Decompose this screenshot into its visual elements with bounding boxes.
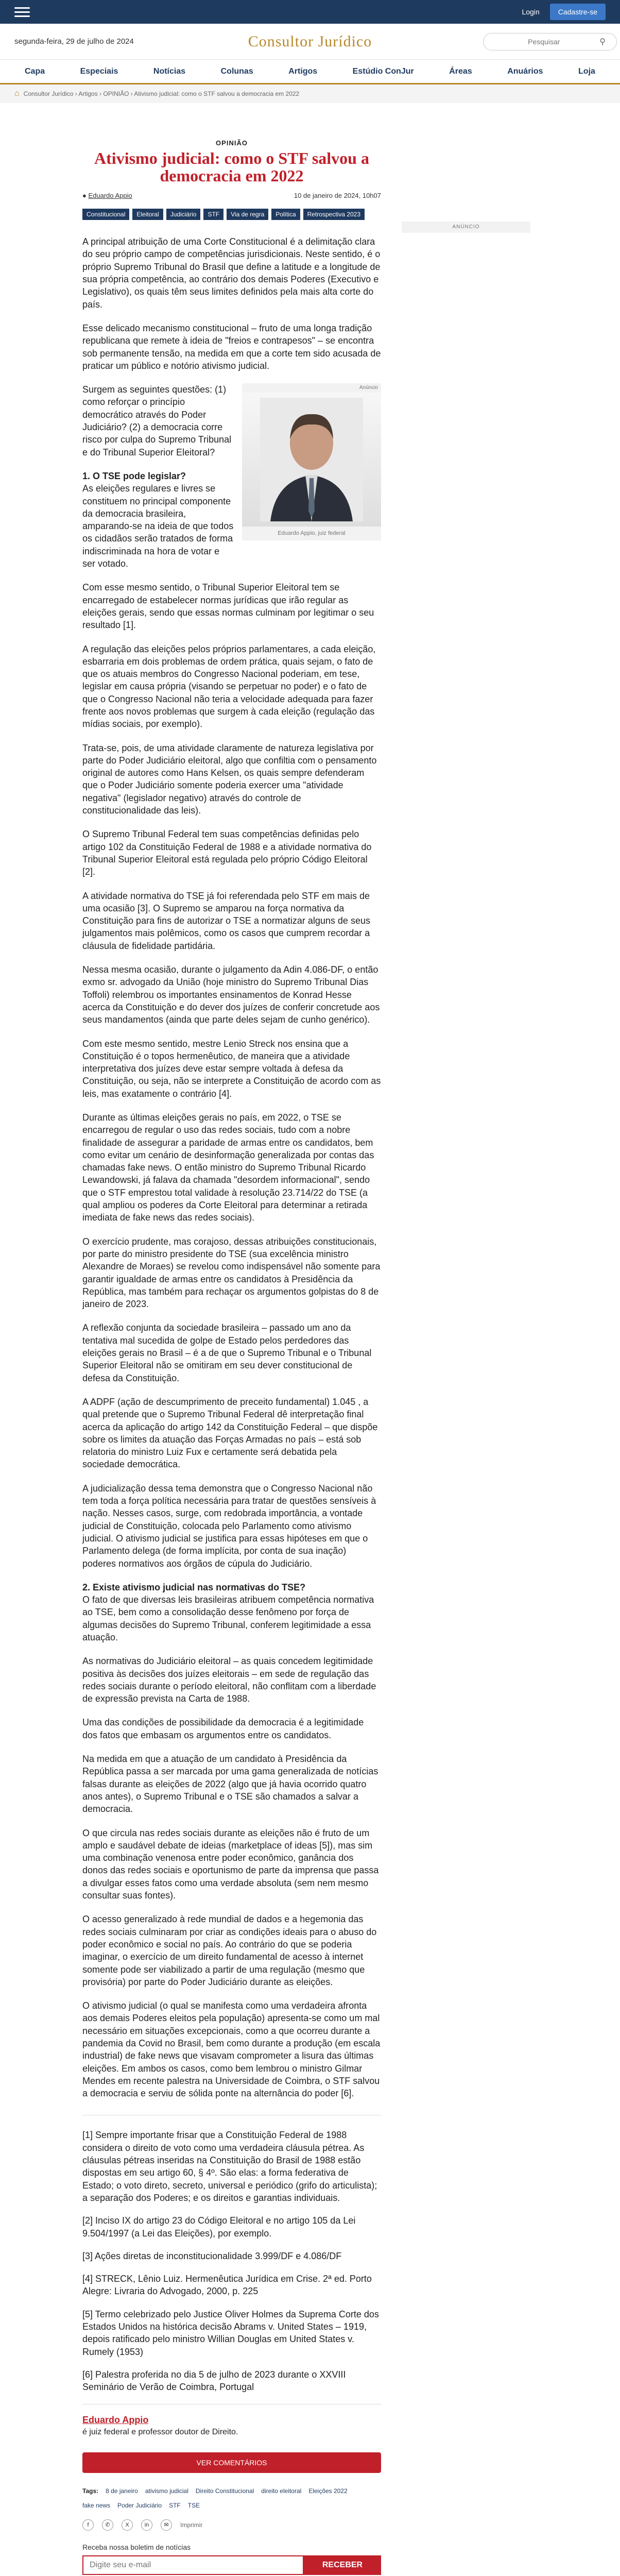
footnotes [82,2115,381,2393]
sidebar-ad [402,222,530,233]
top-bar [0,0,620,24]
author-photo-figure [242,383,381,540]
breadcrumb-text[interactable]: Consultor Jurídico › Artigos › OPINIÃO › Ativismo judicial: como o STF salvou a democracia em 2022 [23,90,300,97]
tag-chip[interactable]: STF [203,209,223,220]
site-header [0,24,620,60]
tag-chip[interactable]: Judiciário [166,209,201,220]
print-link[interactable]: Imprimir [180,2521,203,2529]
twitter-icon[interactable]: X [122,2519,133,2531]
tag-link[interactable]: Direito Constitucional [195,2487,254,2495]
email-icon[interactable]: ✉ [161,2519,172,2531]
search-input[interactable] [483,33,617,50]
article-section: OPINIÃO [216,139,248,147]
newsletter-email-input[interactable] [82,2555,304,2575]
nav-loja[interactable]: Loja [578,66,595,76]
footnote: [2] Inciso IX do artigo 23 do Código Eleitoral e no artigo 105 da Lei 9.504/1997 (a Lei das Eleições), por exemplo. [82,2215,356,2239]
figure-label: Anúncio [242,383,381,393]
tag-chip[interactable]: Política [271,209,300,220]
footnote: [5] Termo celebrizado pelo Justice Oliver Holmes da Suprema Corte dos Estados Unidos na histórica decisão Abrams v. United States – 1919, depois ratificado pelo ministro Willian Douglas em United States v. Rumely (1953) [82,2309,379,2357]
footnote: [3] Ações diretas de inconstitucionalidade 3.999/DF e 4.086/DF [82,2250,342,2261]
author-link[interactable]: Eduardo Appio [88,192,132,200]
view-comments-button[interactable]: VER COMENTÁRIOS [82,2452,381,2473]
paragraph: O fato de que diversas leis brasileiras atribuem competência normativa ao TSE, bem como a consolidação desse fenômeno por força de algumas decisões do Supremo Tribunal, conferem legitimidade a essa atuação. [82,1595,374,1642]
site-logo[interactable]: Consultor Jurídico [248,32,372,50]
nav-areas[interactable]: Áreas [449,66,472,76]
search-box [420,33,606,50]
tag-link[interactable]: direito eleitoral [261,2487,302,2495]
paragraph: As normativas do Judiciário eleitoral – as quais concedem legitimidade positiva às decisões dos juízes eleitorais – em sede de regulação das redes sociais durante o período eleitoral, não conflitam com a liberdade de expressão prevista na Carta de 1988. [82,1656,376,1704]
nav-estudio[interactable]: Estúdio ConJur [352,66,414,76]
paragraph: A reflexão conjunta da sociedade brasileira – passado um ano da tentativa mal sucedida de golpe de Estado pelos perdedores das eleições gerais no Brasil – é a de que o Supremo Tribunal e o Tribunal Superior Eleitoral não se omitiram em seu dever constitucional de defesa da Constituição. [82,1323,372,1383]
top-tags [82,209,381,220]
byline: ● Eduardo Appio 10 de janeiro de 2024, 10h07 [82,192,381,200]
paragraph: Nessa mesma ocasião, durante o julgamento da Adin 4.086-DF, o então exmo sr. advogado da União (hoje ministro do Supremo Tribunal Dias Toffoli) relembrou os importantes ensinamentos de Konrad Hesse acerca da Constituição e do dever dos juízes de conferir concretude aos seus mandamentos (ainda que parte deles sejam de cunho genérico). [82,964,380,1025]
author-box-name[interactable]: Eduardo Appio [82,2414,149,2425]
figure-caption: Eduardo Appio, juiz federal [242,527,381,540]
tag-link[interactable]: STF [169,2501,181,2509]
author-box [82,2404,381,2437]
search-icon[interactable]: ⚲ [599,37,606,46]
tag-link[interactable]: 8 de janeiro [106,2487,138,2495]
paragraph: Com esse mesmo sentido, o Tribunal Superior Eleitoral tem se encarregado de estabelecer normas jurídicas que irão regular as eleições gerais, sendo que essas normas culminam por legitimar o seu resultado [1]. [82,582,374,631]
paragraph: A principal atribuição de uma Corte Constitucional é a delimitação clara do seu próprio campo de competências jurisdicionais. Neste sentido, é o próprio Supremo Tribunal do Brasil que define a latitude e a longitude de sua própria competência, ao contrário dos demais Poderes (Executivo e Legislativo), os quais têm seus limites definidos pela mais alta corte do país. [82,236,381,310]
paragraph: O acesso generalizado à rede mundial de dados e a hegemonia das redes sociais culminaram por criar as condições ideais para o abuso do poder econômico e social no país. Ao contrário do que se poderia imaginar, o exercício de um direito fundamental de acesso à internet somente pode ser viabilizado a partir de uma regulação (mesmo que provisória) por parte do Poder Judiciário durante as eleições. [82,1914,377,1987]
section-heading: 1. O TSE pode legislar? [82,470,186,481]
author-box-role: é juiz federal e professor doutor de Direito. [82,2427,238,2436]
paragraph: Durante as últimas eleições gerais no país, em 2022, o TSE se encarregou de regular o uso das redes sociais, tudo com a nobre finalidade de assegurar a paridade de armas entre os candidatos, bem como evitar um cenário de desinformação generalizada por contas das chamadas fake news. O então ministro do Supremo Tribunal Ricardo Lewandowski, já falava da chamada "desordem informacional", sendo que o STF emprestou total validade à resolução 23.714/22 do TSE (a qual ampliou os poderes da Corte Eleitoral para determinar a retirada imediata de fake news das redes sociais). [82,1112,374,1223]
ad-label: ANÚNCIO [402,222,530,233]
nav-artigos[interactable]: Artigos [288,66,318,76]
tags-label: Tags: [82,2487,99,2495]
subscribe-button[interactable]: Cadastre-se [550,4,606,20]
home-icon[interactable]: ⌂ [14,89,20,98]
paragraph: A regulação das eleições pelos próprios parlamentares, a cada eleição, esbarraria em dois problemas de ordem prática, quais sejam, o fato de que os atuais membros do Congresso Nacional poderiam, em tese, legislar em causa própria (visando se perpetuar no poder) e o fato de que o Congresso Nacional não teria a velocidade adequada para fazer frente aos novos problemas que surgem à cada eleição (regulação das mídias sociais, por exemplo). [82,643,376,730]
paragraph: O Supremo Tribunal Federal tem suas competências definidas pelo artigo 102 da Constituição Federal de 1988 e a atividade normativa do Tribunal Superior Eleitoral está regulada pelo próprio Código Eleitoral [2]. [82,829,372,877]
publish-date: 10 de janeiro de 2024, 10h07 [294,192,381,200]
tag-link[interactable]: TSE [187,2501,200,2509]
paragraph: Uma das condições de possibilidade da democracia é a legitimidade dos fatos que embasam os argumentos entre os candidatos. [82,1717,364,1740]
paragraph: Trata-se, pois, de uma atividade claramente de natureza legislativa por parte do Poder Judiciário eleitoral, algo que confiltia com o pensamento original de autores como Hans Kelsen, os quais sempre defenderam que o Poder Judiciário somente poderia exercer uma "atividade negativa" (legislador negativo) através do controle de constitucionalidade das leis). [82,742,377,816]
paragraph: O exercício prudente, mas corajoso, dessas atribuições constitucionais, por parte do ministro presidente do TSE (sua excelência ministro Alexandre de Moraes) se revelou como indispensável não somente para garantir igualdade de armas entre os candidatos à Presidência da República, mas também para rechaçar os argumentos golpistas do 8 de janeiro de 2023. [82,1236,381,1310]
newsletter-label: Receba nossa boletim de notícias [82,2543,191,2551]
footnote: [4] STRECK, Lênio Luiz. Hermenêutica Jurídica em Crise. 2ª ed. Porto Alegre: Livraria do Advogado, 2000, p. 225 [82,2274,372,2297]
nav-noticias[interactable]: Notícias [153,66,186,76]
section-heading: 2. Existe ativismo judicial nas normativas do TSE? [82,1582,306,1592]
whatsapp-icon[interactable]: ✆ [102,2519,113,2531]
footnote: [6] Palestra proferida no dia 5 de julho de 2023 durante o XXVIII Seminário de Verão de Coimbra, Portugal [82,2369,346,2393]
paragraph: O ativismo judicial (o qual se manifesta como uma verdadeira afronta aos demais Poderes eleitos pela população) apresenta-se como um mal necessário em situações excepcionais, como a que ocorreu durante a pandemia da Covid no Brasil, bem como durante a produção (em escala industrial) de fake news que visavam comprometer a lisura das últimas eleições. Em ambos os casos, como bem lembrou o ministro Gilmar Mendes em recente palestra na Universidade de Coimbra, o STF salvou a democracia e serviu de sólida ponte na alternância do poder [6]. [82,2001,381,2099]
newsletter [82,2543,381,2575]
article-header [82,103,381,184]
paragraph: A judicialização dessa tema demonstra que o Congresso Nacional não tem toda a força política necessária para tratar de questões sensíveis à nação. Nesses casos, surge, com redobrada importância, a vontade judicial de Constituição, colocada pelo Parlamento como ativismo judicial. O ativismo judicial se justifica para essas hipóteses em que o Parlamento delega (de forma implícita, por conta de sua inação) poderes normativos aos órgãos de cúpula do Judiciário. [82,1483,376,1569]
tag-chip[interactable]: Retrospectiva 2023 [303,209,365,220]
nav-colunas[interactable]: Colunas [220,66,253,76]
bottom-tags [82,2487,381,2509]
content-wrapper [0,103,620,2576]
nav-anuarios[interactable]: Anuários [507,66,543,76]
linkedin-icon[interactable]: in [141,2519,152,2531]
tag-chip[interactable]: Eleitoral [132,209,163,220]
paragraph: Com este mesmo sentido, mestre Lenio Streck nos ensina que a Constituição é o topos hermenêutico, de maneira que a atividade interpretativa dos juízes deve estar sempre voltada à defesa da Constituição, ou seja, não se interprete a Constituição de acordo com as leis, mas exatamente o contrário [4]. [82,1038,381,1099]
nav-especiais[interactable]: Especiais [80,66,118,76]
tag-link[interactable]: Poder Judiciário [117,2501,162,2509]
paragraph: A atividade normativa do TSE já foi referendada pelo STF em mais de uma ocasião [3]. O Supremo se amparou na força normativa da Constituição para fins de autorizar o TSE a normatizar alguns de seus julgamentos mais polêmicos, como os casos que cumprem recordar a cláusula de fidelidade partidária. [82,890,370,951]
paragraph: O que circula nas redes sociais durante as eleições não é fruto de um amplo e saudável debate de ideias (marketplace of ideas [5]), mas sim uma combinação venenosa entre poder econômico, ganância dos donos das redes sociais e oportunismo de parte da imprensa que passa a divulgar esses fatos como uma verdade absoluta (sem nem mesmo consultar suas fontes). [82,1827,379,1901]
facebook-icon[interactable]: f [82,2519,94,2531]
share-row [82,2519,381,2531]
paragraph: Esse delicado mecanismo constitucional – fruto de uma longa tradição republicana que remete à ideia de "freios e contrapesos" – se encontra sob permanente tensão, na medida em que a corte tem sido acusada de praticar um público e notório ativismo judicial. [82,323,381,371]
newsletter-submit-button[interactable]: RECEBER [304,2555,381,2575]
article-body [82,235,381,2099]
paragraph: Na medida em que a atuação de um candidato à Presidência da República passa a ser marcada por uma gama generalizada de notícias falsas durante as eleições de 2022 (algo que já havia ocorrido quatro anos antes), o Supremo Tribunal e o TSE são chamados a salvar a democracia. [82,1754,378,1815]
article-title: Ativismo judicial: como o STF salvou a democracia em 2022 [94,149,369,185]
tag-link[interactable]: fake news [82,2501,111,2509]
current-date: segunda-feira, 29 de julho de 2024 [14,37,134,46]
tag-link[interactable]: ativismo judicial [145,2487,188,2495]
paragraph: As eleições regulares e livres se constituem no principal componente da democracia brasileira, amparando-se na ideia de que todos os cidadãos serão tratados de forma indiscriminada na hora de votar e ser votado. [82,483,234,569]
paragraph: Surgem as seguintes questões: (1) como reforçar o princípio democrático através do Poder Judiciário? (2) a democracia corre risco por culpa do Supremo Tribunal e do Tribunal Superior Eleitoral? [82,384,232,457]
article [82,103,381,2576]
nav-capa[interactable]: Capa [25,66,45,76]
login-link[interactable]: Login [522,8,540,16]
tag-chip[interactable]: Via de regra [227,209,268,220]
footnote: [1] Sempre importante frisar que a Constituição Federal de 1988 considera o direito de voto como uma verdadeira cláusula pétrea. As cláusulas pétreas inseridas na Constituição do Brasil de 1988 estão dispostas em seu artigo 60, § 4º. São elas: a forma federativa de Estado; o voto direto, secreto, universal e periódico (grifo do articulista); a separação dos Poderes; e os direitos e garantias individuais. [82,2130,377,2203]
tag-chip[interactable]: Constitucional [82,209,129,220]
main-nav [0,60,620,84]
breadcrumb [0,84,620,103]
tag-link[interactable]: Eleições 2022 [308,2487,348,2495]
author-photo [242,393,381,527]
menu-icon[interactable] [14,7,30,17]
paragraph: A ADPF (ação de descumprimento de preceito fundamental) 1.045 , a qual pretende que o Supremo Tribunal Federal dê interpretação final acerca da aplicação do artigo 142 da Constituição Federal – que dispõe sobre os limites da atuação das Forças Armadas no país – está sob relatoria do ministro Luiz Fux e certamente será debatida pela sociedade democrática. [82,1396,378,1470]
